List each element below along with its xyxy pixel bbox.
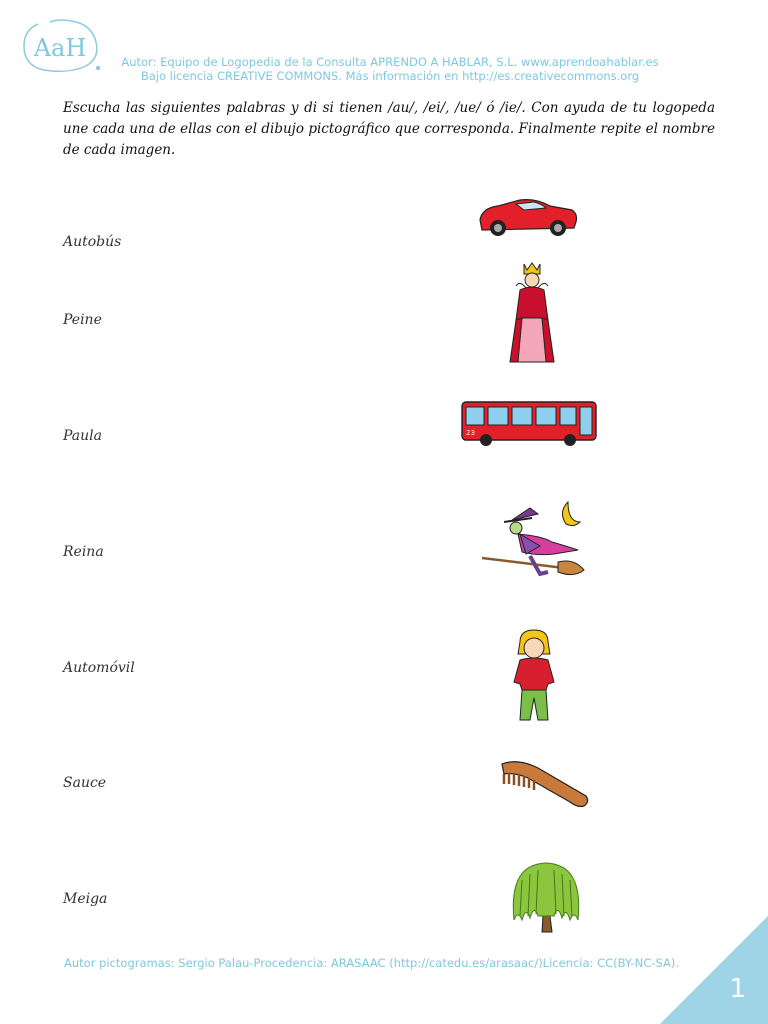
logo-text: AaH bbox=[33, 34, 87, 62]
queen-icon bbox=[506, 260, 558, 366]
comb-icon bbox=[498, 754, 592, 810]
corner-decoration bbox=[660, 916, 768, 1024]
header-credits bbox=[110, 55, 670, 83]
car-icon bbox=[476, 194, 580, 240]
page-number: 1 bbox=[729, 974, 746, 1004]
header-line-2: Bajo licencia CREATIVE COMMONS. Más información en http://es.creativecommons.org bbox=[140, 69, 640, 83]
bus-icon bbox=[460, 400, 598, 448]
word-paula: Paula bbox=[63, 428, 102, 444]
word-peine: Peine bbox=[63, 312, 102, 328]
word-meiga: Meiga bbox=[63, 891, 108, 907]
girl-icon bbox=[508, 628, 560, 724]
aah-logo bbox=[20, 16, 102, 74]
header-line-1: Autor: Equipo de Logopedia de la Consulta APRENDO A HABLAR, S.L. www.aprendoahablar.es bbox=[121, 55, 659, 69]
word-automovil: Automóvil bbox=[63, 660, 135, 676]
witch-icon bbox=[482, 496, 586, 586]
instructions: Escucha las siguientes palabras y di si tienen /au/, /ei/, /ue/ ó /ie/. Con ayuda de tu logopeda une cada una de ellas con el dibujo pictográfico que corresponda. Finalmente repite el nombre de cada imagen. bbox=[63, 100, 715, 158]
word-sauce: Sauce bbox=[63, 775, 107, 791]
word-reina: Reina bbox=[63, 544, 104, 560]
word-autobus: Autobús bbox=[63, 234, 122, 250]
willow-tree-icon bbox=[508, 860, 584, 934]
bus-number: 23 bbox=[466, 429, 475, 437]
footer-credits: Autor pictogramas: Sergio Palau-Procedencia: ARASAAC (http://catedu.es/arasaac/)Licencia: CC(BY-NC-SA). bbox=[64, 956, 679, 970]
